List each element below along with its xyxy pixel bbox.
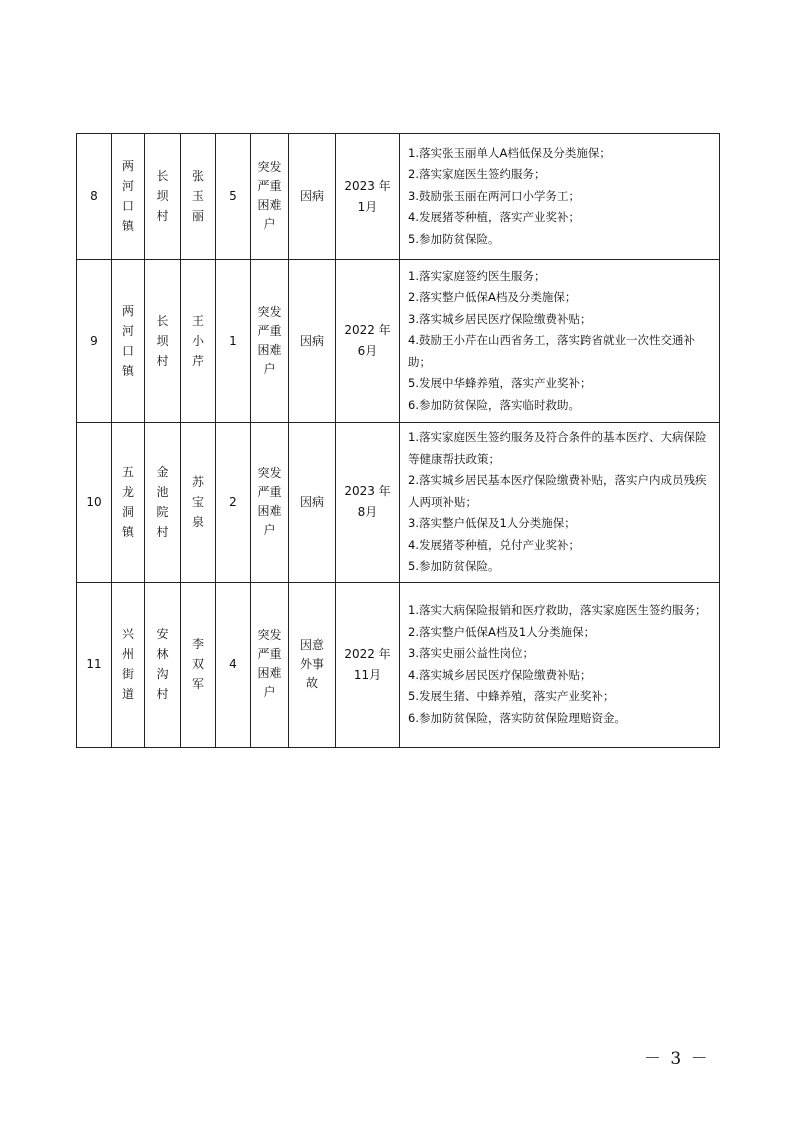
cause-cell-text: 因意外事故 (299, 637, 324, 690)
village-cell-text: 安林沟村 (156, 627, 169, 701)
village-cell-text: 金池院村 (156, 464, 169, 539)
date-year: 2023 年 (344, 178, 391, 193)
date-month: 6月 (357, 344, 378, 358)
row-number: 8 (77, 134, 112, 260)
measure-item: 4.鼓励王小芹在山西省务工，落实跨省就业一次性交通补助； (408, 333, 695, 369)
measure-item: 2.落实家庭医生签约服务； (408, 167, 546, 182)
people-count-cell: 4 (216, 582, 251, 747)
table-row (77, 582, 720, 747)
cause-cell-text: 因病 (299, 494, 324, 509)
measure-item: 3.落实整户低保及1人分类施保； (408, 516, 576, 530)
date-month: 1月 (357, 199, 378, 214)
people-count-cell: 5 (216, 134, 251, 260)
measure-item: 4.发展猪苓种植，兑付产业奖补； (408, 537, 580, 552)
measure-item: 6.参加防贫保险，落实临时救助。 (408, 397, 580, 412)
measure-item: 5.参加防贫保险。 (408, 231, 500, 246)
measures-cell (400, 423, 720, 583)
category-cell (251, 582, 289, 747)
measure-item: 4.发展猪苓种植，落实产业奖补； (408, 210, 580, 225)
category-cell (251, 134, 289, 260)
date-cell (336, 134, 400, 260)
town-cell (112, 134, 145, 260)
cause-cell (289, 582, 336, 747)
cause-cell (289, 423, 336, 583)
date-year: 2023 年 (344, 484, 391, 499)
measure-item: 6.参加防贫保险，落实防贫保险理赔资金。 (408, 710, 626, 725)
measure-item: 3.鼓励张玉丽在两河口小学务工； (408, 188, 580, 203)
measure-item: 5.参加防贫保险。 (408, 559, 500, 573)
date-cell (336, 582, 400, 747)
measure-item: 3.落实史丽公益性岗位； (408, 646, 534, 660)
village-cell (145, 260, 181, 423)
town-cell (112, 582, 145, 747)
measures-cell (400, 260, 720, 423)
category-cell (251, 423, 289, 583)
table-row (77, 423, 720, 583)
people-count-cell: 2 (216, 423, 251, 583)
village-cell (145, 134, 181, 260)
measure-item: 5.发展生猪、中蜂养殖，落实产业奖补； (408, 689, 615, 703)
date-cell (336, 423, 400, 583)
name-cell-text: 张玉丽 (191, 169, 204, 223)
village-cell-text: 长坝村 (156, 169, 169, 223)
name-cell-text: 苏宝泉 (191, 474, 204, 529)
cause-cell (289, 260, 336, 423)
measure-item: 1.落实家庭医生签约服务及符合条件的基本医疗、大病保险等健康帮扶政策； (408, 430, 707, 466)
assistance-table (76, 133, 720, 748)
measure-item: 3.落实城乡居民医疗保险缴费补贴； (408, 311, 592, 326)
date-year: 2022 年 (344, 646, 391, 661)
category-cell-text: 突发严重困难户 (257, 465, 282, 537)
table-row (77, 260, 720, 423)
town-cell-text: 两河口镇 (121, 303, 134, 378)
town-cell (112, 423, 145, 583)
category-cell-text: 突发严重困难户 (257, 304, 282, 376)
name-cell (181, 582, 216, 747)
name-cell (181, 423, 216, 583)
measure-item: 2.落实整户低保A档及分类施保； (408, 290, 577, 305)
name-cell-text: 王小芹 (191, 313, 204, 368)
cause-cell (289, 134, 336, 260)
town-cell-text: 五龙洞镇 (121, 464, 134, 539)
measure-item: 1.落实大病保险报销和医疗救助，落实家庭医生签约服务； (408, 603, 707, 617)
row-number: 11 (77, 582, 112, 747)
measure-item: 5.发展中华蜂养殖，落实产业奖补； (408, 376, 592, 391)
category-cell-text: 突发严重困难户 (257, 160, 282, 231)
date-month: 8月 (357, 505, 378, 520)
name-cell-text: 李双军 (191, 637, 204, 691)
row-number: 9 (77, 260, 112, 423)
measure-item: 1.落实家庭签约医生服务； (408, 268, 546, 283)
cause-cell-text: 因病 (299, 333, 324, 348)
village-cell (145, 423, 181, 583)
date-month: 11月 (353, 667, 382, 682)
measures-cell (400, 134, 720, 260)
people-count-cell: 1 (216, 260, 251, 423)
measure-item: 1.落实张玉丽单人A档低保及分类施保； (408, 145, 611, 160)
name-cell (181, 260, 216, 423)
date-year: 2022 年 (344, 323, 391, 337)
town-cell-text: 两河口镇 (121, 159, 134, 233)
row-number: 10 (77, 423, 112, 583)
town-cell (112, 260, 145, 423)
measure-item: 4.落实城乡居民医疗保险缴费补贴； (408, 667, 592, 682)
name-cell (181, 134, 216, 260)
village-cell-text: 长坝村 (156, 313, 169, 368)
cause-cell-text: 因病 (299, 189, 324, 203)
category-cell (251, 260, 289, 423)
village-cell (145, 582, 181, 747)
town-cell-text: 兴州街道 (121, 627, 134, 701)
measures-cell (400, 582, 720, 747)
category-cell-text: 突发严重困难户 (257, 628, 282, 699)
page-number: － 3 － (644, 1049, 710, 1069)
date-cell (336, 260, 400, 423)
measure-item: 2.落实城乡居民基本医疗保险缴费补贴，落实户内成员残疾人两项补贴； (408, 473, 707, 509)
measure-item: 2.落实整户低保A档及1人分类施保； (408, 624, 596, 639)
table-row (77, 134, 720, 260)
